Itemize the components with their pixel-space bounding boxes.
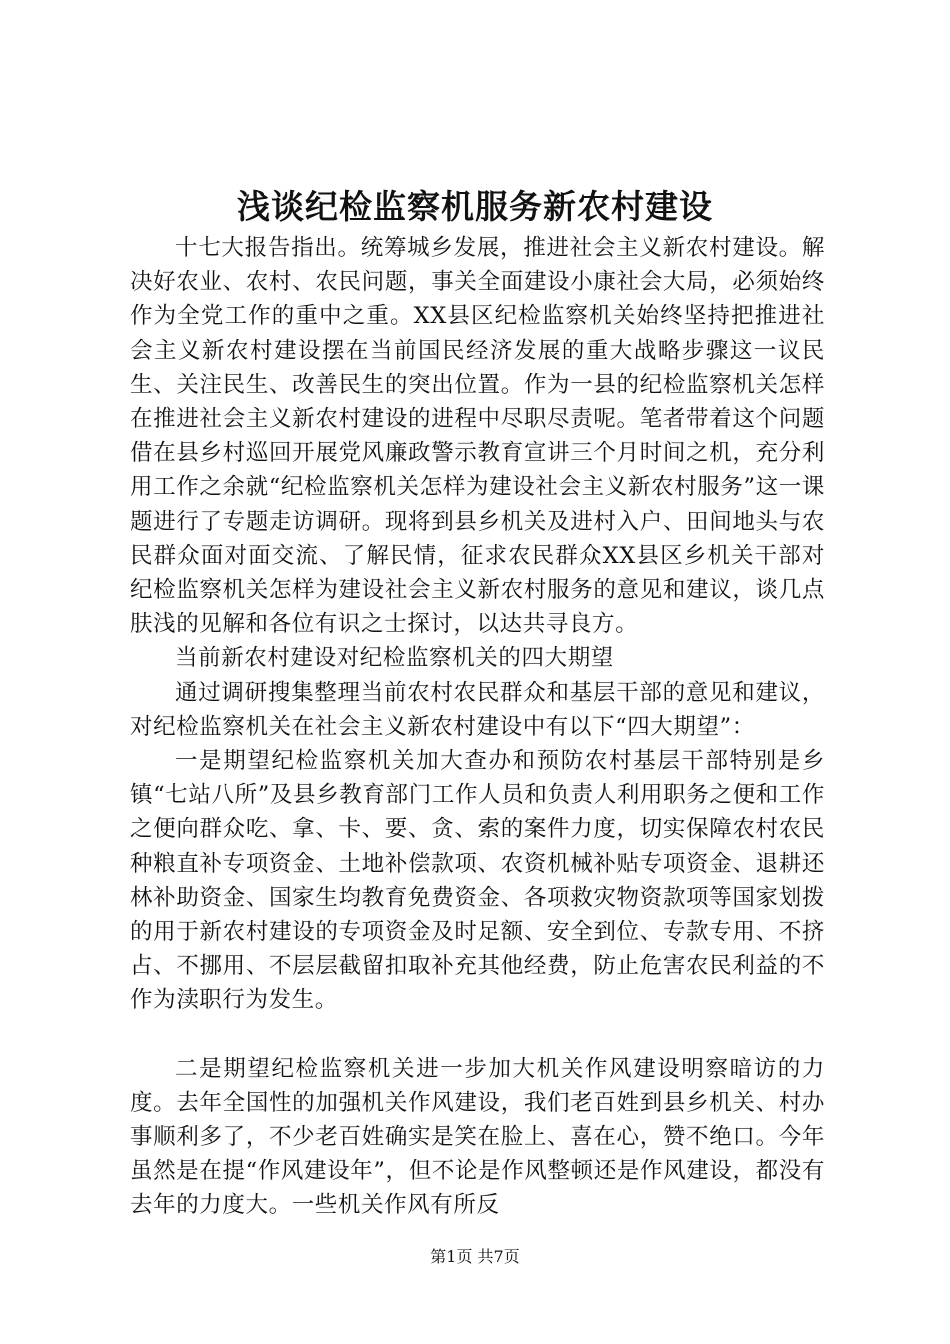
document-title: 浅谈纪检监察机服务新农村建设 — [237, 187, 713, 226]
paragraph-expectations-intro: 通过调研搜集整理当前农村农民群众和基层干部的意见和建议，对纪检监察机关在社会主义新农村建设中有以下“四大期望”： — [130, 679, 825, 740]
paragraph-intro: 十七大报告指出。统筹城乡发展，推进社会主义新农村建设。解决好农业、农村、农民问题，事关全面建设小康社会大局，必须始终作为全党工作的重中之重。XX县区纪检监察机关始终坚持把推进社会主义新农村建设摆在当前国民经济发展的重大战略步骤这一议民生、关注民生、改善民生的突出位置。作为一县的纪检监察机关怎样在推进社会主义新农村建设的进程中尽职尽责呢。笔者带着这个问题借在县乡村巡回开展党风廉政警示教育宣讲三个月时间之机，充分利用工作之余就“纪检监察机关怎样为建设社会主义新农村服务”这一课题进行了专题走访调研。现将到县乡机关及进村入户、田间地头与农民群众面对面交流、了解民情，征求农民群众XX县区乡机关干部对纪检监察机关怎样为建设社会主义新农村服务的意见和建议，谈几点肤浅的见解和各位有识之士探讨，以达共寻良方。 — [130, 235, 825, 638]
page-footer: 第1页 共7页 — [430, 1247, 520, 1266]
document-body — [130, 231, 825, 1223]
paragraph-section-heading: 当前新农村建设对纪检监察机关的四大期望 — [175, 645, 614, 672]
paragraph-expectation-one: 一是期望纪检监察机关加大查办和预防农村基层干部特别是乡镇“七站八所”及县乡教育部门工作人员和负责人利用职务之便和工作之便向群众吃、拿、卡、要、贪、索的案件力度，切实保障农村农民种粮直补专项资金、土地补偿款项、农资机械补贴专项资金、退耕还林补助资金、国家生均教育免费资金、各项救灾物资款项等国家划拨的用于新农村建设的专项资金及时足额、安全到位、专款专用、不挤占、不挪用、不层层截留扣取补充其他经费，防止危害农民利益的不作为渎职行为发生。 — [130, 748, 825, 1014]
paragraph-expectation-two: 二是期望纪检监察机关进一步加大机关作风建设明察暗访的力度。去年全国性的加强机关作风建设，我们老百姓到县乡机关、村办事顺利多了，不少老百姓确实是笑在脸上、喜在心，赞不绝口。今年虽然是在提“作风建设年”，但不论是作风整顿还是作风建设，都没有去年的力度大。一些机关作风有所反 — [130, 1055, 825, 1219]
